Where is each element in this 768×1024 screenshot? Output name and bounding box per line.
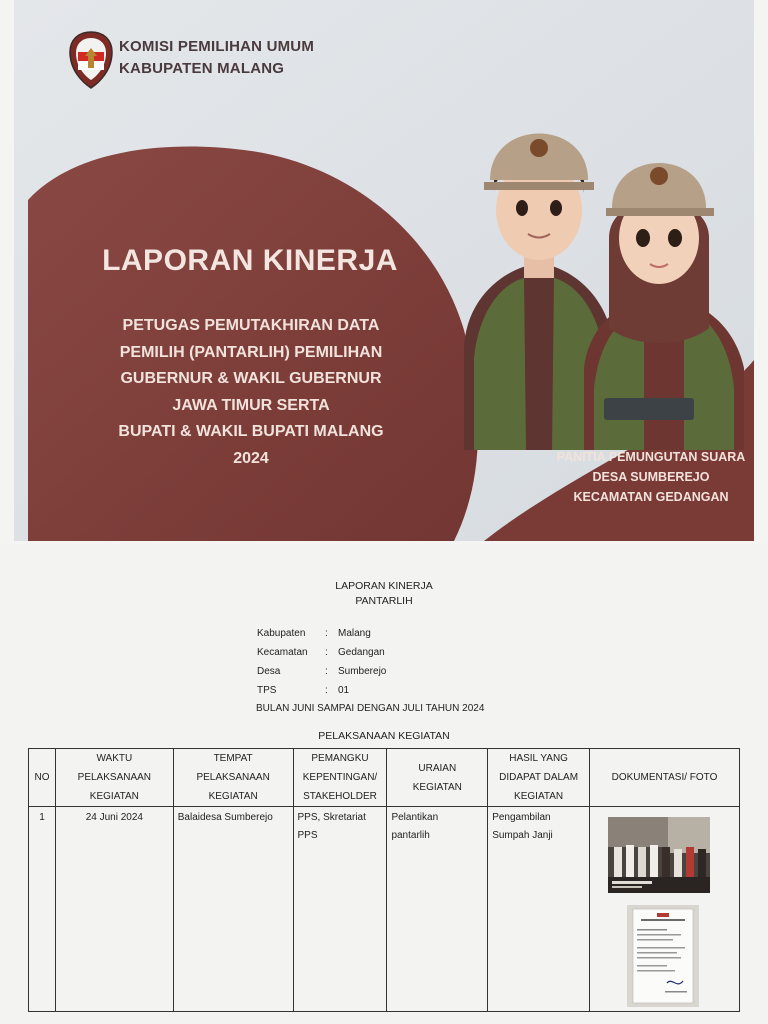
cell-dokumentasi xyxy=(590,807,740,1012)
kpu-logo-icon xyxy=(68,30,114,90)
document-photo xyxy=(627,905,699,1007)
header-line: KEGIATAN xyxy=(208,791,258,802)
info-label: Desa xyxy=(257,666,281,677)
ceremony-photo xyxy=(608,817,710,893)
header-uraian xyxy=(387,749,488,807)
cell-line: pantarlih xyxy=(391,830,430,841)
cell-hasil xyxy=(488,807,590,1012)
info-label: Kabupaten xyxy=(257,628,306,639)
info-value: Malang xyxy=(338,628,371,639)
organization-name xyxy=(119,36,314,80)
female-officer-figure xyxy=(584,163,744,450)
header-line: WAKTU xyxy=(96,753,133,764)
info-value: Sumberejo xyxy=(338,666,387,677)
panitia-line: DESA SUMBEREJO xyxy=(592,470,710,484)
header-line: STAKEHOLDER xyxy=(303,791,377,802)
report-title: LAPORAN KINERJA xyxy=(335,580,433,592)
info-value: Gedangan xyxy=(338,647,385,658)
header-stakeholder xyxy=(293,749,387,807)
organization-line-2: KABUPATEN MALANG xyxy=(119,60,285,77)
header-line: DIDAPAT DALAM xyxy=(499,772,579,783)
header-hasil xyxy=(488,749,590,807)
header-dokumentasi xyxy=(590,749,740,807)
cell-line: Sumpah Janji xyxy=(492,830,553,841)
info-colon: : xyxy=(325,685,328,696)
cell-line: PPS, Skretariat xyxy=(297,812,366,823)
subtitle-line: GUBERNUR & WAKIL GUBERNUR xyxy=(120,370,382,387)
report-cover xyxy=(14,0,754,541)
cover-subtitle xyxy=(86,313,416,472)
table-row xyxy=(29,807,740,1012)
info-label: Kecamatan xyxy=(257,647,308,658)
header-line: URAIAN xyxy=(418,762,457,774)
organization-line-1: KOMISI PEMILIHAN UMUM xyxy=(119,38,315,55)
cell-waktu: 24 Juni 2024 xyxy=(55,807,173,1012)
header-line: TEMPAT xyxy=(213,753,253,764)
cell-line: PPS xyxy=(297,830,318,841)
header-line: PELAKSANAAN xyxy=(77,772,152,783)
report-period: BULAN JUNI SAMPAI DENGAN JULI TAHUN 2024 xyxy=(256,703,485,714)
info-label: TPS xyxy=(257,685,277,696)
info-value: 01 xyxy=(338,685,350,696)
cell-line: Pelantikan xyxy=(391,812,439,823)
table-header-row xyxy=(29,749,740,807)
header-waktu xyxy=(55,749,173,807)
subtitle-year: 2024 xyxy=(233,449,269,467)
panitia-line: PANITIA PEMUNGUTAN SUARA xyxy=(556,450,746,464)
header-line: NO xyxy=(34,772,50,783)
cell-uraian xyxy=(387,807,488,1012)
section-label: PELAKSANAAN KEGIATAN xyxy=(318,730,450,742)
header-line: PELAKSANAAN xyxy=(196,772,270,783)
subtitle-line: PETUGAS PEMUTAKHIRAN DATA xyxy=(122,317,380,334)
header-line: KEGIATAN xyxy=(412,781,462,793)
documentation-photos xyxy=(590,807,730,1007)
header-line: KEGIATAN xyxy=(89,791,139,802)
subtitle-line: JAWA TIMUR SERTA xyxy=(172,396,330,414)
header-line: KEPENTINGAN/ xyxy=(302,772,378,783)
header-tempat xyxy=(173,749,293,807)
header-line: KEGIATAN xyxy=(514,791,564,802)
cell-stakeholder xyxy=(293,807,387,1012)
header-line: HASIL YANG xyxy=(509,753,568,764)
panitia-line: KECAMATAN GEDANGAN xyxy=(573,490,729,504)
subtitle-line: BUPATI & WAKIL BUPATI MALANG xyxy=(118,423,384,440)
cell-no: 1 xyxy=(29,807,56,1012)
pantarlih-officers-illustration xyxy=(444,98,754,450)
activity-table xyxy=(28,748,740,1012)
cell-tempat: Balaidesa Sumberejo xyxy=(173,807,293,1012)
cell-line: Pengambilan xyxy=(492,812,551,823)
header-line: DOKUMENTASI/ FOTO xyxy=(611,772,718,783)
cover-title: LAPORAN KINERJA xyxy=(102,244,398,277)
header-no xyxy=(29,749,56,807)
info-colon: : xyxy=(325,647,328,658)
info-colon: : xyxy=(325,628,328,639)
header-line: PEMANGKU xyxy=(311,753,369,764)
subtitle-line: PEMILIH (PANTARLIH) PEMILIHAN xyxy=(119,343,383,361)
panitia-label xyxy=(546,447,754,507)
report-page xyxy=(0,545,768,1024)
info-colon: : xyxy=(325,666,328,677)
report-subtitle: PANTARLIH xyxy=(355,595,413,607)
